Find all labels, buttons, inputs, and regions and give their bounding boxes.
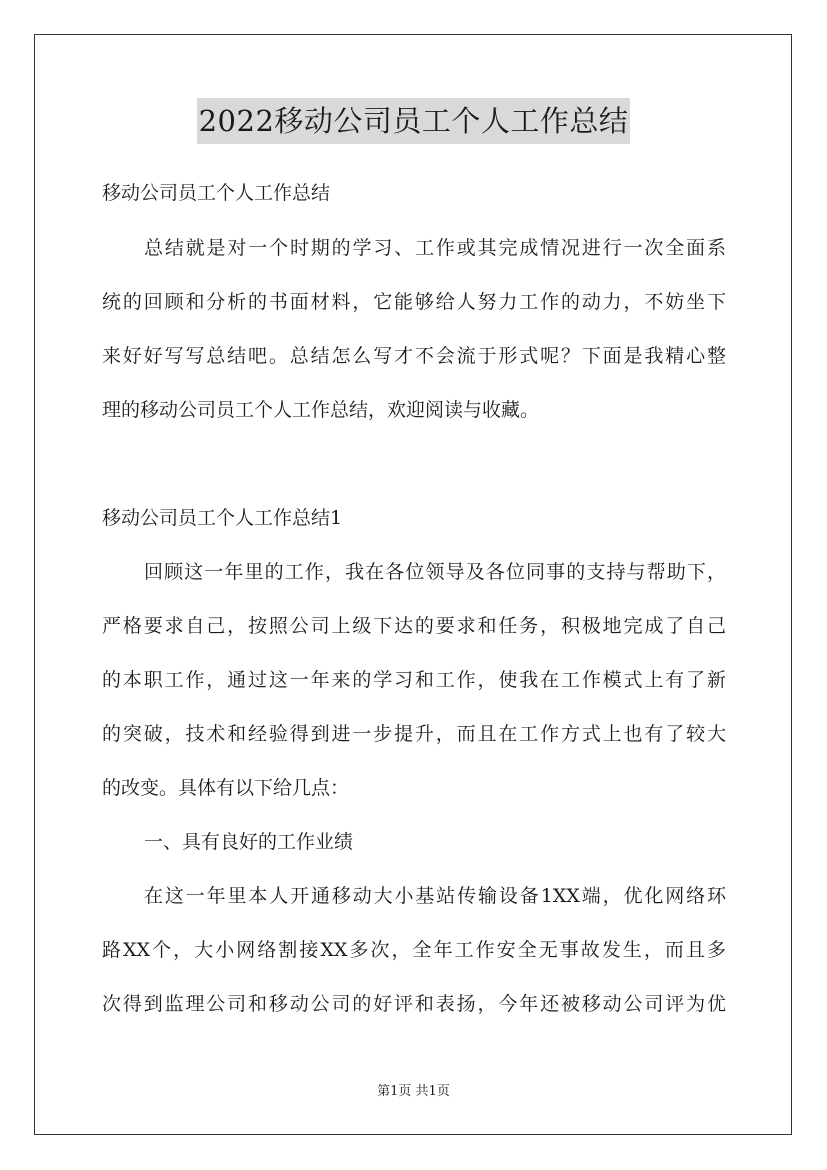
- title-container: [0, 98, 827, 144]
- paragraph-line: 统的回顾和分析的书面材料，它能够给人努力工作的动力，不妨坐下: [102, 291, 726, 313]
- paragraph-line: 路XX个，大小网络割接XX多次，全年工作安全无事故发生，而且多: [102, 939, 726, 961]
- document-title: 2022移动公司员工个人工作总结: [197, 98, 631, 144]
- paragraph-line: 理的移动公司员工个人工作总结，欢迎阅读与收藏。: [102, 399, 540, 421]
- paragraph-line: 次得到监理公司和移动公司的好评和表扬，今年还被移动公司评为优: [102, 993, 726, 1015]
- section-heading: 移动公司员工个人工作总结1: [102, 507, 343, 529]
- paragraph-line: 在这一年里本人开通移动大小基站传输设备1XX端，优化网络环: [144, 885, 726, 907]
- paragraph-line: 的改变。具体有以下给几点：: [102, 777, 350, 799]
- paragraph-line: 严格要求自己，按照公司上级下达的要求和任务，积极地完成了自己: [102, 615, 726, 637]
- section-heading: 移动公司员工个人工作总结: [102, 182, 331, 204]
- paragraph-line: 总结就是对一个时期的学习、工作或其完成情况进行一次全面系: [144, 237, 726, 259]
- subsection-heading: 一、具有良好的工作业绩: [144, 831, 354, 853]
- paragraph-line: 来好好写写总结吧。总结怎么写才不会流于形式呢？下面是我精心整: [102, 345, 726, 367]
- paragraph-line: 的突破，技术和经验得到进一步提升，而且在工作方式上也有了较大: [102, 723, 726, 745]
- paragraph-line: 回顾这一年里的工作，我在各位领导及各位同事的支持与帮助下，: [144, 561, 726, 583]
- page-footer: 第1页 共1页: [377, 1084, 450, 1099]
- paragraph-line: 的本职工作，通过这一年来的学习和工作，使我在工作模式上有了新: [102, 669, 726, 691]
